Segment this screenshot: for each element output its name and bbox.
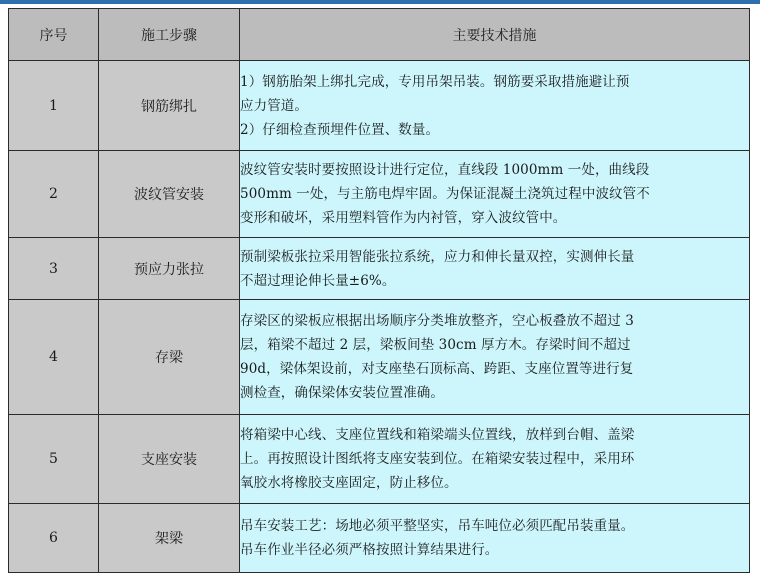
table-row bbox=[9, 151, 750, 238]
measure-line: 吊车安装工艺：场地必须平整坚实，吊车吨位必须匹配吊装重量。 bbox=[240, 518, 635, 534]
measure-line: 将箱梁中心线、支座位置线和箱梁端头位置线，放样到台帽、盖梁 bbox=[240, 427, 635, 443]
header-seq: 序号 bbox=[9, 9, 99, 61]
measure-line: 测检查，确保梁体安装位置准确。 bbox=[240, 385, 444, 401]
table-row bbox=[9, 238, 750, 300]
row-seq: 4 bbox=[9, 300, 99, 415]
row-measures bbox=[240, 415, 750, 504]
table-row bbox=[9, 300, 750, 415]
measure-line: 应力管道。 bbox=[240, 97, 308, 114]
table-row bbox=[9, 504, 750, 573]
row-seq: 2 bbox=[9, 151, 99, 238]
row-step: 波纹管安装 bbox=[99, 151, 240, 238]
row-seq: 6 bbox=[9, 504, 99, 573]
row-measures bbox=[240, 504, 750, 573]
row-step: 存梁 bbox=[99, 300, 240, 415]
measure-line: 上。再按照设计图纸将支座安装到位。在箱梁安装过程中，采用环 bbox=[240, 451, 635, 467]
measure-line: 预制梁板张拉采用智能张拉系统，应力和伸长量双控，实测伸长量 bbox=[240, 248, 635, 265]
row-step: 架梁 bbox=[99, 504, 240, 573]
top-accent-bar bbox=[0, 0, 760, 4]
table-row bbox=[9, 61, 750, 151]
measure-line: 2）仔细检查预埋件位置、数量。 bbox=[240, 121, 440, 138]
header-row bbox=[9, 9, 750, 61]
measure-line: 不超过理论伸长量±6%。 bbox=[240, 272, 396, 289]
row-seq: 1 bbox=[9, 61, 99, 151]
measure-line: 1）钢筋胎架上绑扎完成，专用吊架吊装。钢筋要采取措施避让预 bbox=[240, 73, 630, 90]
measure-line: 吊车作业半径必须严格按照计算结果进行。 bbox=[240, 542, 499, 558]
row-seq: 3 bbox=[9, 238, 99, 300]
measure-line: 波纹管安装时要按照设计进行定位，直线段 1000mm 一处，曲线段 bbox=[240, 162, 650, 178]
measure-line: 90d，梁体架设前，对支座垫石顶标高、跨距、支座位置等进行复 bbox=[240, 361, 634, 377]
header-measures: 主要技术措施 bbox=[240, 9, 750, 61]
measure-line: 变形和破坏，采用塑料管作为内衬管，穿入波纹管中。 bbox=[240, 210, 567, 226]
row-seq: 5 bbox=[9, 415, 99, 504]
row-step: 支座安装 bbox=[99, 415, 240, 504]
measure-line: 氧胶水将橡胶支座固定，防止移位。 bbox=[240, 475, 458, 491]
row-step: 钢筋绑扎 bbox=[99, 61, 240, 151]
measure-line: 存梁区的梁板应根据出场顺序分类堆放整齐，空心板叠放不超过 3 bbox=[240, 313, 634, 329]
measure-line: 500mm 一处，与主筋电焊牢固。为保证混凝土浇筑过程中波纹管不 bbox=[240, 186, 650, 202]
table-row bbox=[9, 415, 750, 504]
row-measures bbox=[240, 151, 750, 238]
row-step: 预应力张拉 bbox=[99, 238, 240, 300]
row-measures bbox=[240, 238, 750, 300]
measure-line: 层，箱梁不超过 2 层，梁板间垫 30cm 厚方木。存梁时间不超过 bbox=[240, 337, 631, 353]
header-step: 施工步骤 bbox=[99, 9, 240, 61]
row-measures bbox=[240, 300, 750, 415]
construction-steps-table bbox=[8, 8, 750, 573]
row-measures bbox=[240, 61, 750, 151]
